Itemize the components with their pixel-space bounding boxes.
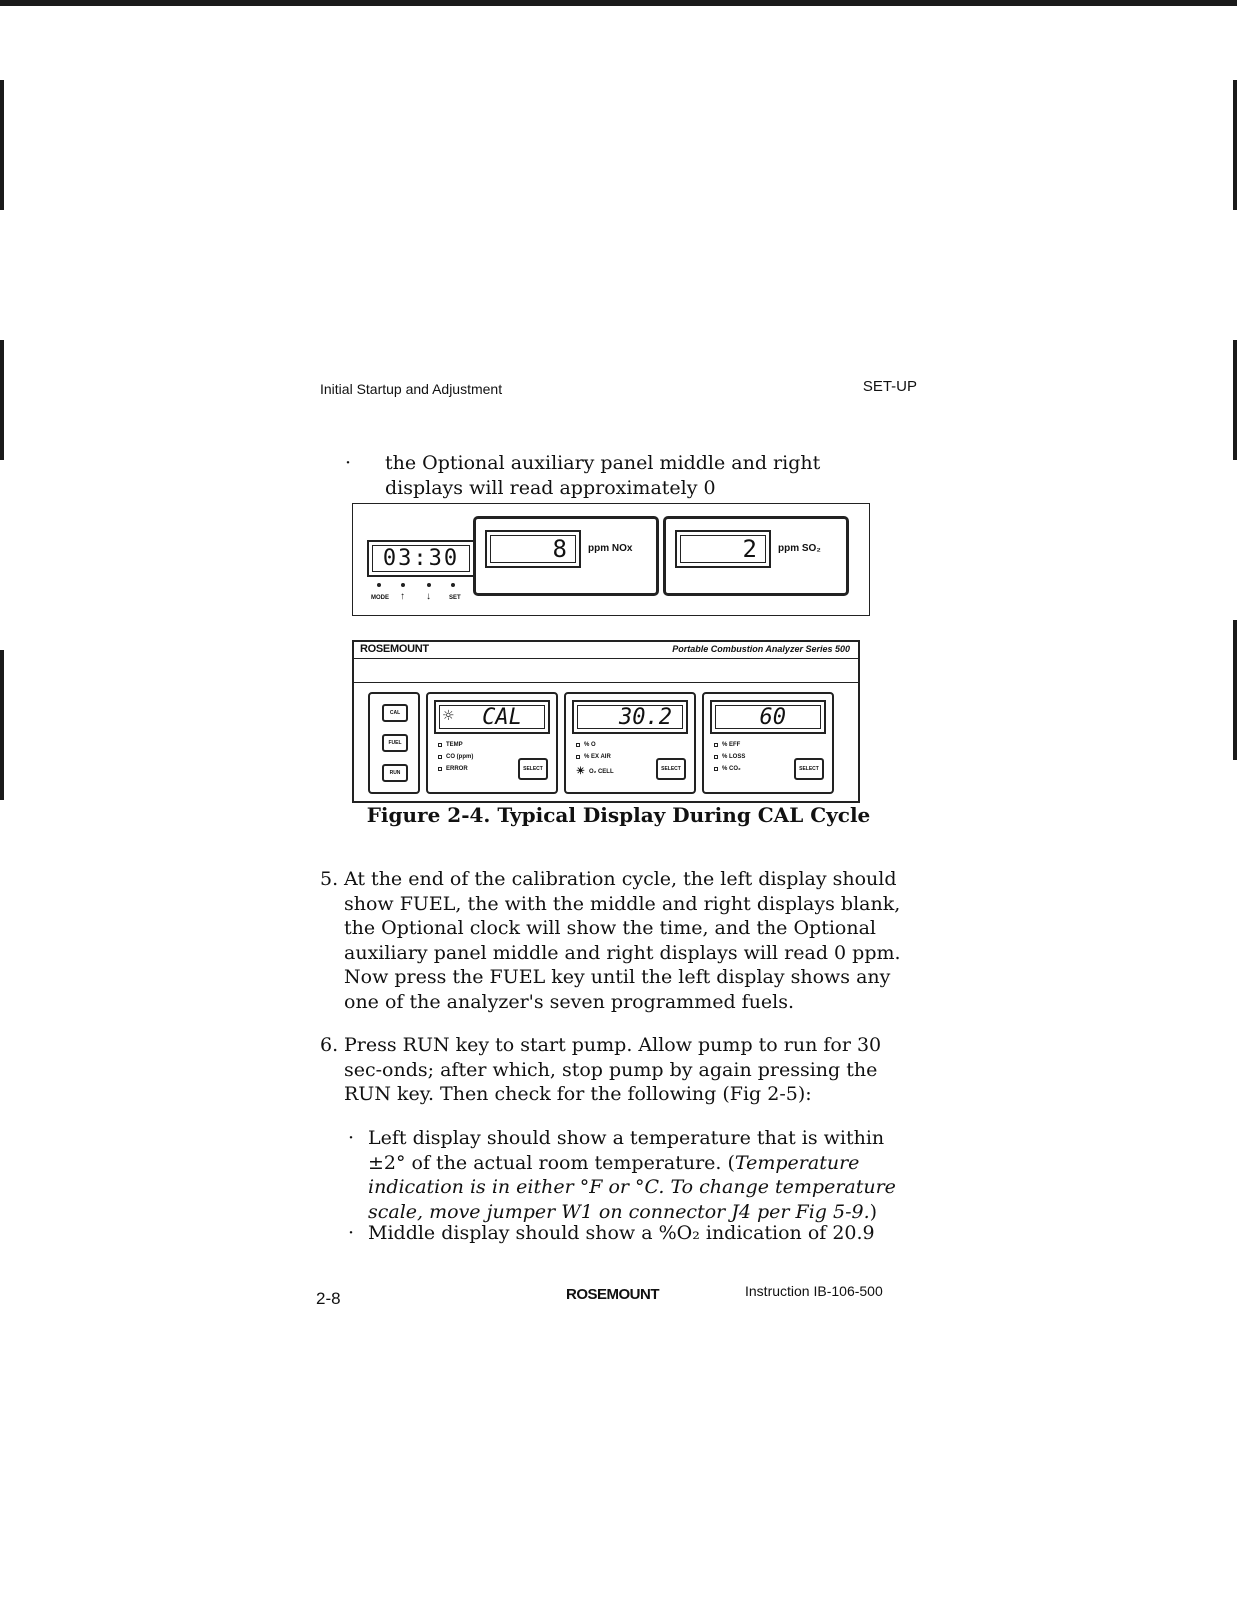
panel-blank-band — [354, 658, 858, 683]
intro-bullet — [345, 451, 825, 500]
scan-left-edge-mark — [0, 340, 4, 460]
cal-key: CAL — [382, 704, 408, 722]
right-display-group — [702, 692, 834, 794]
aux-middle-readout: 8 — [490, 535, 576, 563]
step-text: Press RUN key to start pump. Allow pump to run for 30 sec-onds; after which, stop pump by again pressing the RUN key. Then check for the following (Fig 2-5): — [344, 1034, 882, 1105]
right-display-window — [710, 700, 826, 734]
scan-top-edge — [0, 0, 1237, 6]
step-number: 6. — [320, 1034, 339, 1056]
panel-title-bar — [354, 642, 858, 659]
right-indicator-eff: % EFF — [714, 742, 740, 748]
clock-key-labels — [371, 583, 471, 609]
bullet-dot: · — [345, 452, 352, 474]
aux-right-window — [675, 530, 771, 568]
left-indicator-temp: TEMP — [438, 742, 463, 748]
middle-display-group — [564, 692, 696, 794]
flashing-led-icon: ☀ — [576, 766, 585, 777]
temperature-note: Temperature indication is in either °F or °C. To change temperature scale, move jumper W1 on connector J4 per Fig 5-9. — [368, 1151, 896, 1223]
analyzer-front-panel-figure — [352, 640, 860, 803]
footer-brand-logo: ROSEMOUNT — [566, 1286, 659, 1303]
indicator-led — [576, 743, 580, 747]
right-indicator-co2: % CO₂ — [714, 766, 741, 772]
left-display-window — [434, 700, 550, 734]
document-number: Instruction IB-106-500 — [745, 1283, 883, 1299]
indicator-led — [714, 755, 718, 759]
aux-right-readout: 2 — [680, 535, 766, 563]
aux-middle-unit: ppm NOx — [588, 543, 633, 554]
step-text: At the end of the calibration cycle, the left display should show FUEL, the with the middle and right displays blank, the Optional clock will show the time, and the Optional auxiliary panel middle and right displays will read 0 ppm. Now press the FUEL key until the left display shows any one of the analyzer's seven programmed fuels. — [344, 868, 901, 1013]
clock-indicator-dot — [427, 583, 431, 587]
page-number: 2-8 — [316, 1289, 341, 1308]
indicator-led — [714, 767, 718, 771]
aux-middle-window — [485, 530, 581, 568]
left-select-key: SELECT — [518, 758, 548, 780]
fuel-key: FUEL — [382, 734, 408, 752]
middle-display-window — [572, 700, 688, 734]
right-indicator-loss: % LOSS — [714, 754, 745, 760]
auxiliary-panel-figure — [352, 503, 870, 616]
scan-right-edge-mark — [1233, 80, 1237, 210]
figure-caption: Figure 2-4. Typical Display During CAL Cycle — [366, 803, 871, 827]
indicator-led — [438, 743, 442, 747]
scan-right-edge-mark — [1233, 620, 1237, 760]
left-indicator-co: CO (ppm) — [438, 754, 473, 760]
scan-left-edge-mark — [0, 650, 4, 800]
aux-right-display — [663, 516, 849, 596]
clock-indicator-dot — [401, 583, 405, 587]
clock-up-arrow-icon: ↑ — [400, 591, 405, 602]
run-key: RUN — [382, 764, 408, 782]
aux-middle-display — [473, 516, 659, 596]
indicator-led — [438, 755, 442, 759]
step-number: 5. — [320, 868, 339, 890]
sub-bullet-text: Middle display should show a %O₂ indication of 20.9 — [368, 1222, 875, 1244]
clock-mode-label: MODE — [371, 595, 389, 601]
function-key-column — [368, 692, 420, 794]
indicator-led — [714, 743, 718, 747]
running-header-section: Initial Startup and Adjustment — [320, 381, 503, 397]
scan-right-edge-mark — [1233, 340, 1237, 460]
scan-left-edge-mark — [0, 80, 4, 210]
panel-brand-logo: ROSEMOUNT — [360, 643, 429, 655]
clock-set-label: SET — [449, 595, 461, 601]
middle-select-key: SELECT — [656, 758, 686, 780]
middle-indicator-o2-cell: ☀ O₂ CELL — [576, 766, 614, 777]
bullet-dot: · — [348, 1222, 355, 1244]
middle-indicator-o: % O — [576, 742, 596, 748]
right-display-readout: 60 — [715, 705, 821, 729]
running-header-chapter: SET-UP — [862, 378, 917, 395]
flashing-sun-icon: ☼ — [442, 708, 455, 724]
left-indicator-error: ERROR — [438, 766, 468, 772]
sub-bullet-text: Left display should show a temperature that is within ±2° of the actual room temperature. (Temperature indication is in either °F or °C. To change temperature scale, move jumper W1 on connector J4 per Fig 5-9.) — [368, 1127, 896, 1223]
aux-right-unit: ppm SO₂ — [778, 543, 821, 554]
clock-indicator-dot — [451, 583, 455, 587]
middle-display-readout: 30.2 — [577, 705, 683, 729]
left-display-readout: CAL — [439, 705, 545, 729]
intro-bullet-text: the Optional auxiliary panel middle and right displays will read approximately 0 — [385, 452, 821, 499]
indicator-led — [438, 767, 442, 771]
clock-down-arrow-icon: ↓ — [426, 591, 431, 602]
right-select-key: SELECT — [794, 758, 824, 780]
left-display-group — [426, 692, 558, 794]
bullet-dot: · — [348, 1127, 355, 1149]
clock-indicator-dot — [377, 583, 381, 587]
clock-display — [367, 540, 475, 577]
panel-series-label: Portable Combustion Analyzer Series 500 — [672, 644, 850, 654]
clock-readout: 03:30 — [372, 545, 470, 572]
middle-indicator-ex-air: % EX AIR — [576, 754, 611, 760]
indicator-led — [576, 755, 580, 759]
